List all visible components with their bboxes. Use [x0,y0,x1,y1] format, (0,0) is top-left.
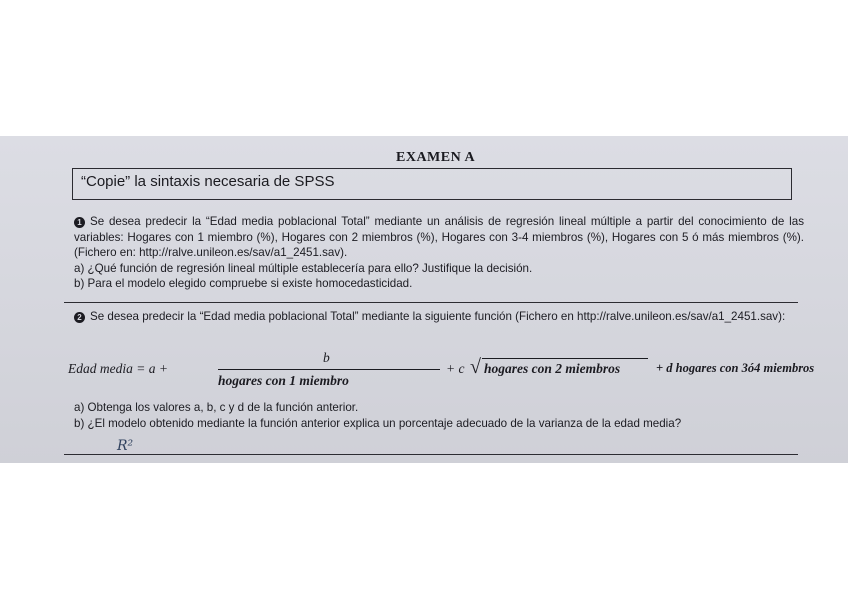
sqrt-bar [482,358,648,359]
question-1-part-b: b) Para el modelo elegido compruebe si existe homocedasticidad. [74,277,413,290]
cut-off-header [400,136,570,141]
exam-sheet [0,136,848,463]
question-2-part-a: a) Obtenga los valores a, b, c y d de la función anterior. [74,401,359,414]
fraction-bar [218,369,440,370]
question-2-text: Se desea predecir la “Edad media poblacional Total” mediante la siguiente función (Fichero en http://ralve.unileon.es/sav/a1_2451.sav): [90,310,786,323]
regression-formula [68,347,815,393]
instruction-box [72,168,792,200]
question-1-statement [74,214,804,261]
question-1-text: Se desea predecir la “Edad media poblacional Total” mediante un análisis de regresión lineal múltiple a partir del conocimiento de las variables: Hogares con 1 miembro (%), Hogares con 2 miembros (%), Hogares con 3-4 miembros (%), Hogares con 5 ó más miembros (%). (Fichero en: http://ralve.unileon.es/sav/a1_2451.sav). [74,215,804,259]
formula-numerator: b [323,350,330,365]
handwritten-note: R² [117,438,134,454]
formula-plus-c: + c [446,361,465,376]
divider [64,302,798,303]
instruction-text: “Copie” la sintaxis necesaria de SPSS [81,173,335,190]
formula-denominator: hogares con 1 miembro [218,373,349,388]
bottom-divider [64,454,798,455]
question-2 [74,309,804,325]
question-2-parts [74,400,804,431]
formula-tail: + d hogares con 3ó4 miembros [656,361,815,375]
sqrt-icon: √ [470,356,481,378]
formula-sqrt-term: hogares con 2 miembros [484,361,621,376]
question-2-part-b: b) ¿El modelo obtenido mediante la función anterior explica un porcentaje adecuado de la varianza de la edad media? [74,416,682,430]
question-1-part-a: a) ¿Qué función de regresión lineal múltiple establecería para ello? Justifique la decisión. [74,261,533,275]
exam-title: EXAMEN A [396,150,476,165]
question-1 [74,214,804,292]
question-2-number-icon: 2 [74,312,85,323]
question-1-number-icon: 1 [74,217,85,228]
question-2-statement [74,309,804,325]
formula-lhs: Edad media = a + [68,361,168,376]
